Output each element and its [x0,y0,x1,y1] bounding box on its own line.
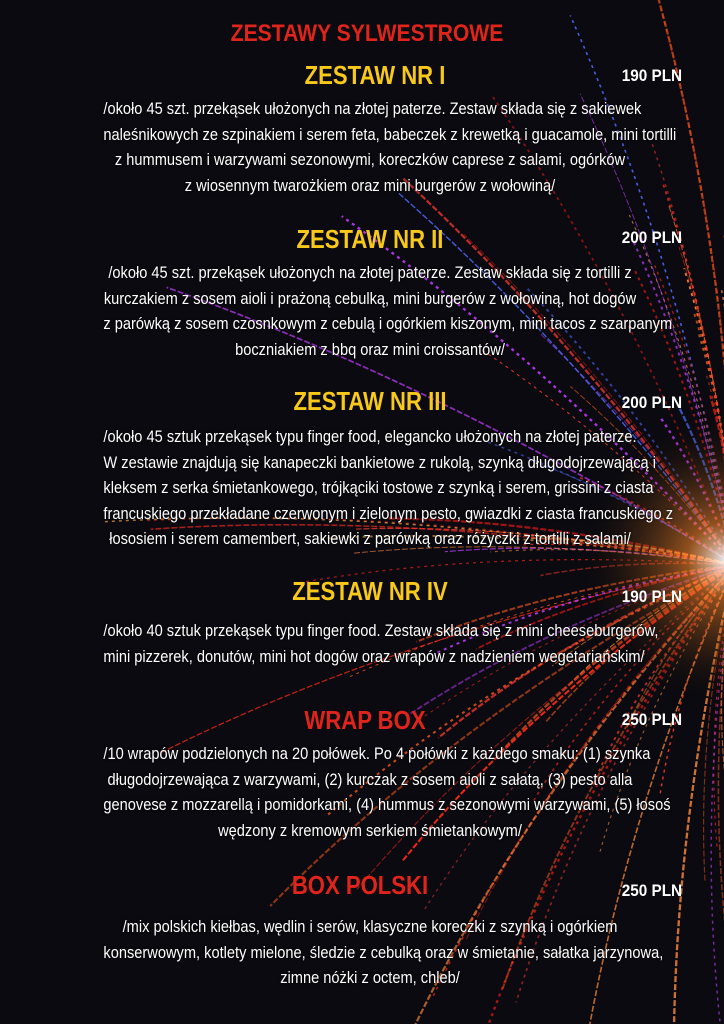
item-title: ZESTAW NR IV [292,576,448,606]
description-line: konserwowym, kotlety mielone, śledzie z cebulką oraz w śmietanie, sałatka jarzynowa, [103,942,664,962]
description-line: z parówką z sosem czosnkowym z cebulą i ogórkiem kiszonym, mini tacos z szarpanym [103,314,673,333]
item-price: 200 PLN [621,393,682,412]
description-line: długodojrzewająca z warzywami, (2) kurczak z sosem aioli z sałatą, (3) pesto alla [107,769,633,789]
item-price: 250 PLN [621,881,682,900]
item-title: ZESTAW NR I [304,60,446,90]
description-line: naleśnikowych ze szpinakiem i serem feta, babeczek z krewetką i guacamole, mini tortilli [103,124,677,144]
description-line: genovese z mozzarellą i pomidorkami, (4) hummus z sezonowymi warzywami, (5) łosoś [103,795,671,814]
description-line: /10 wrapów podzielonych na 20 połówek. Po 4 połówki z każdego smaku: (1) szynka [103,744,651,763]
description-line: mini pizzerek, donutów, mini hot dogów oraz wrapów z nadzieniem wegetariańskim/ [103,646,645,666]
item-description [60,260,680,362]
item-description [60,96,680,198]
description-line: /około 45 szt. przekąsek ułożonych na złotej paterze. Zestaw składa się z sakiewek [103,99,642,118]
item-description [60,741,680,843]
description-line: kurczakiem z sosem aioli i prażoną cebulką, mini burgerów z wołowiną, hot dogów [103,288,637,308]
description-line: z wiosennym twarożkiem oraz mini burgerów z wołowiną/ [184,175,556,195]
item-description [60,424,680,552]
item-title: BOX POLSKI [291,870,429,900]
item-title: ZESTAW NR III [293,386,447,416]
description-line: zimne nóżki z octem, chleb/ [280,968,460,987]
description-line: z hummusem i warzywami sezonowymi, koreczków caprese z salami, ogórków [114,150,626,169]
description-line: kleksem z serka śmietankowego, trójkąciki tostowe z szynką i serem, grissini z ciasta [103,478,654,497]
item-description [60,618,680,669]
description-line: boczniakiem z bbq oraz mini croissantów/ [235,339,505,359]
item-price: 200 PLN [621,228,682,247]
page-title: ZESTAWY SYLWESTROWE [230,20,504,47]
description-line: /około 40 sztuk przekąsek typu finger food. Zestaw składa się z mini cheeseburgerów, [103,621,659,640]
item-price: 190 PLN [621,587,682,606]
description-line: łososiem i serem camembert, sakiewki z parówką oraz różyczki z tortilli z salami/ [109,529,631,548]
description-line: wędzony z kremowym serkiem śmietankowym/ [218,820,522,840]
item-price: 250 PLN [621,710,682,729]
description-line: /około 45 szt. przekąsek ułożonych na złotej paterze. Zestaw składa się z tortilli z [108,263,632,282]
description-line: francuskiego przekładane czerwonym i zielonym pesto, gwiazdki z ciasta francuskiego z [103,503,674,523]
item-description [60,914,680,991]
description-line: W zestawie znajdują się kanapeczki bankietowe z rukolą, szynką długodojrzewającą i [103,452,657,472]
item-title: ZESTAW NR II [296,224,444,254]
item-price: 190 PLN [621,66,682,85]
item-title: WRAP BOX [304,705,426,735]
description-line: /około 45 sztuk przekąsek typu finger food, elegancko ułożonych na złotej paterze. [103,427,637,446]
description-line: /mix polskich kiełbas, wędlin i serów, klasyczne koreczki z szynką i ogórkiem [122,917,618,936]
